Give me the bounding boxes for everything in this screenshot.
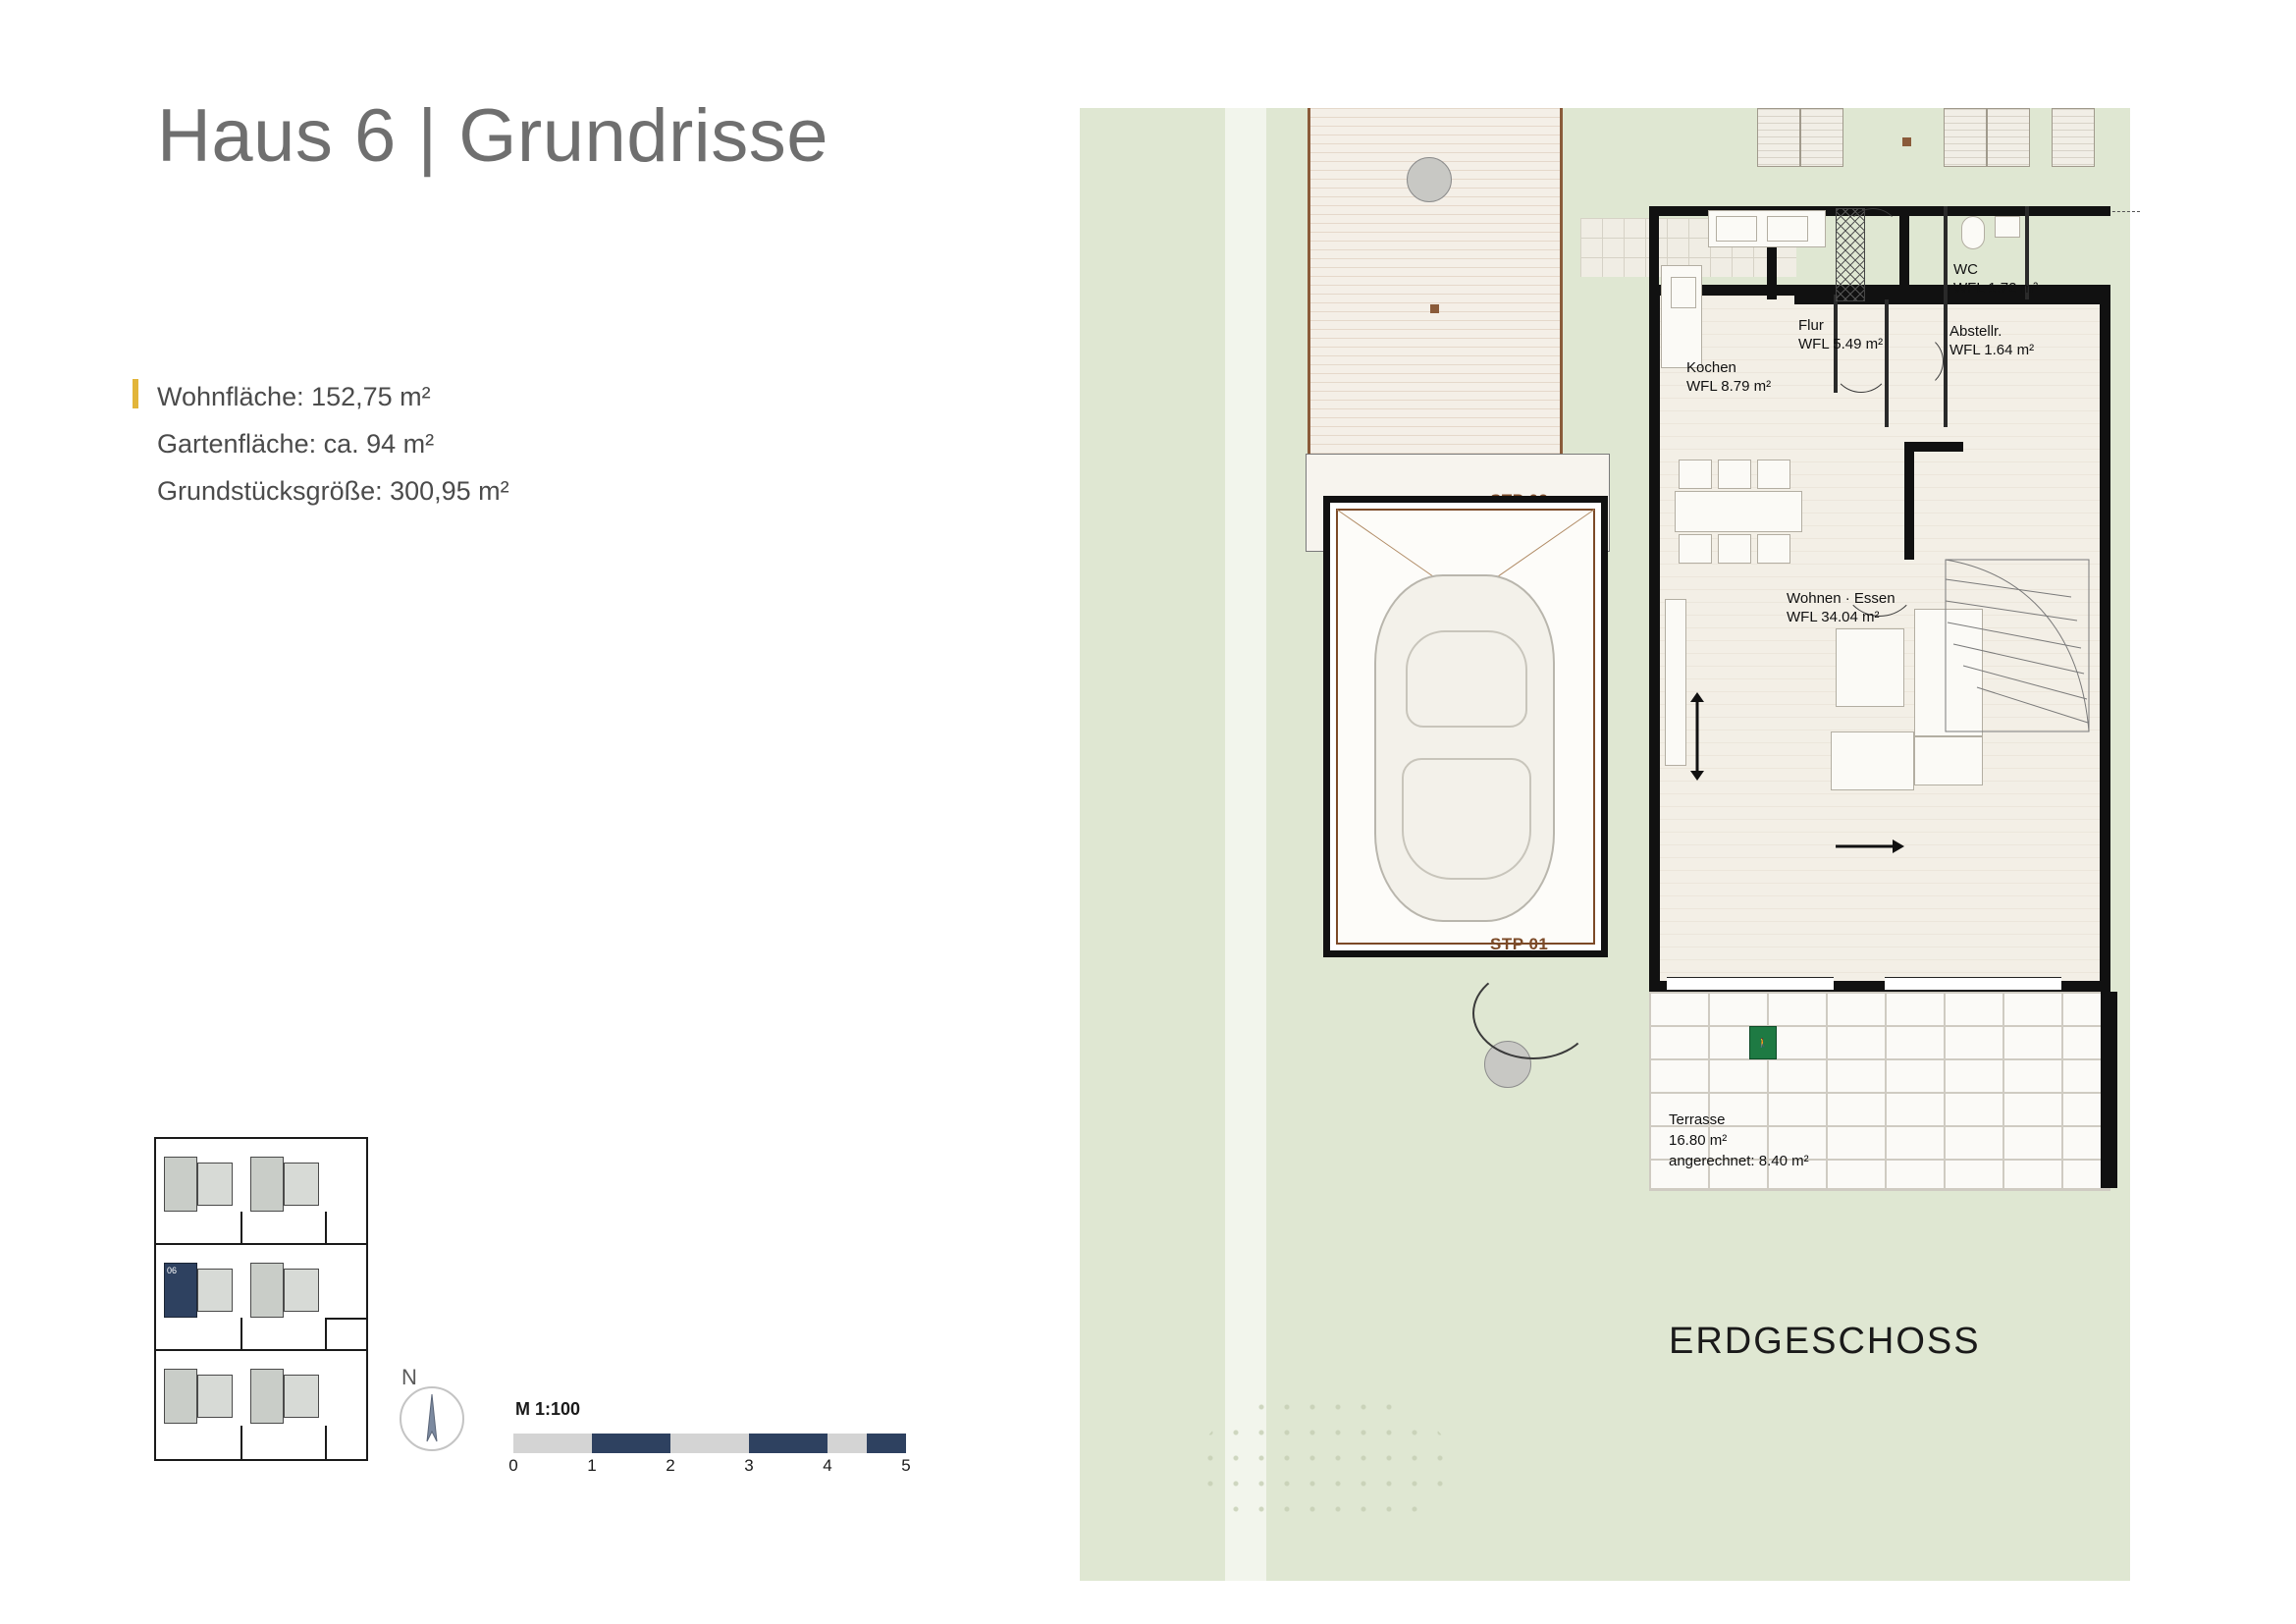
north-arrow [388, 1365, 476, 1463]
key-divider [325, 1426, 327, 1459]
key-divider [240, 1426, 242, 1459]
chair [1757, 460, 1790, 489]
scale-tick: 1 [587, 1456, 597, 1475]
chair [1679, 534, 1712, 564]
room-name: WC [1953, 261, 1978, 278]
path-curve [1472, 967, 1594, 1059]
fact-grundstuecksgroesse: Grundstücksgröße: 300,95 m² [157, 476, 509, 506]
property-boundary-strip [1225, 108, 1266, 1581]
accent-bar [133, 379, 138, 408]
terrace-side-wall [2101, 992, 2117, 1188]
key-unit [197, 1269, 233, 1312]
scale-tick: 5 [901, 1456, 911, 1475]
key-unit [197, 1375, 233, 1418]
room-name: Kochen [1686, 359, 1736, 376]
scale-segment [513, 1434, 592, 1453]
key-unit-number: 06 [167, 1266, 178, 1275]
key-unit [284, 1375, 319, 1418]
info-panel [0, 0, 1080, 1624]
armchair [1836, 628, 1904, 707]
floor-level-label: ERDGESCHOSS [1669, 1321, 1981, 1362]
room-label-hall [1798, 316, 1883, 353]
key-unit [250, 1263, 284, 1318]
house-footprint [1649, 147, 2110, 992]
scale-tick: 0 [508, 1456, 518, 1475]
sideboard [1665, 599, 1686, 766]
terrace-label [1669, 1110, 1809, 1171]
manhole-cover [1407, 157, 1452, 202]
site-key-plan[interactable] [154, 1137, 368, 1461]
room-area: WFL 1.64 m² [1949, 342, 2035, 358]
scale-tick: 4 [823, 1456, 832, 1475]
key-divider [325, 1212, 327, 1243]
parking-label-stp01: STP 01 [1490, 935, 1549, 953]
room-area: WFL 34.04 m² [1787, 609, 1880, 625]
wall-stair [1904, 442, 1963, 452]
scale-tick: 2 [666, 1456, 675, 1475]
key-divider [240, 1212, 242, 1243]
key-unit [250, 1157, 284, 1212]
key-plan-row-south [156, 1351, 366, 1461]
room-area: WFL 1.72 m² [1953, 280, 2039, 297]
chair [1757, 534, 1790, 564]
key-plan-row-north [156, 1139, 366, 1245]
wc-basin [1995, 216, 2020, 238]
key-unit-highlighted[interactable] [164, 1263, 197, 1318]
chair [1679, 460, 1712, 489]
scale-tick: 3 [744, 1456, 754, 1475]
facts-list [157, 373, 746, 514]
room-label-kitchen [1686, 358, 1771, 396]
staircase [1944, 550, 2091, 736]
key-divider [325, 1318, 368, 1320]
scale-segment [867, 1434, 906, 1453]
room-name: Abstellr. [1949, 323, 2002, 340]
room-name: Flur [1798, 317, 1824, 334]
wall-west-upper [1649, 206, 1659, 299]
scale-segment [670, 1434, 749, 1453]
scale-bar [506, 1399, 918, 1488]
fact-gartenflaeche: Gartenfläche: ca. 94 m² [157, 429, 435, 459]
sofa-section [1914, 736, 1983, 785]
kitchen-sink [1767, 216, 1808, 242]
key-unit [164, 1369, 197, 1424]
window-opening [1885, 977, 2061, 991]
door-swing [1889, 334, 1944, 389]
orientation-arrow [1836, 835, 1904, 858]
scale-segment [592, 1434, 670, 1453]
kitchen-hob [1716, 216, 1757, 242]
key-unit [250, 1369, 284, 1424]
garden-planting [1198, 1394, 1453, 1532]
key-divider [325, 1318, 327, 1349]
key-unit [284, 1163, 319, 1206]
room-name: Wohnen · Essen [1787, 590, 1896, 607]
key-plan-row-middle [156, 1245, 366, 1351]
room-label-storage [1949, 322, 2034, 359]
driveway [1308, 108, 1563, 511]
scale-label: M 1:100 [515, 1399, 581, 1419]
key-unit [197, 1163, 233, 1206]
fact-wohnflaeche: Wohnfläche: 152,75 m² [157, 382, 431, 411]
door-swing [1845, 208, 1900, 263]
room-area: WFL 5.49 m² [1798, 336, 1884, 352]
key-divider [240, 1318, 242, 1349]
north-arrow-label: N [401, 1365, 417, 1389]
north-arrow-needle [388, 1365, 476, 1463]
wall-thin [1944, 206, 1948, 299]
scale-track [513, 1434, 906, 1453]
room-area: WFL 8.79 m² [1686, 378, 1772, 395]
exit-sign-icon: 🚶 [1749, 1026, 1777, 1059]
dining-table [1675, 491, 1802, 532]
wc-toilet [1961, 216, 1985, 249]
coffee-table [1831, 731, 1914, 790]
marker-dot [1430, 304, 1439, 313]
floorplan-drawing [1080, 0, 2296, 1624]
wall-interior [1899, 206, 1909, 299]
scale-segment [828, 1434, 867, 1453]
scale-segment [749, 1434, 828, 1453]
terrace-area: 16.80 m² [1669, 1132, 1728, 1149]
page-title: Haus 6 | Grundrisse [157, 94, 828, 178]
room-label-wc [1953, 260, 2038, 298]
window-opening [1667, 977, 1834, 991]
key-unit [164, 1157, 197, 1212]
orientation-arrow [1688, 692, 1706, 781]
chair [1718, 460, 1751, 489]
key-unit [284, 1269, 319, 1312]
room-label-living-dining [1787, 589, 1896, 626]
car-symbol [1374, 574, 1555, 922]
terrace-name: Terrasse [1669, 1111, 1726, 1128]
wall-stair [1904, 442, 1914, 560]
marker-dot [1902, 137, 1911, 146]
wall-thin [1944, 299, 1948, 427]
terrace-counted-area: angerechnet: 8.40 m² [1669, 1153, 1809, 1169]
kitchen-appliance [1671, 277, 1696, 308]
chair [1718, 534, 1751, 564]
